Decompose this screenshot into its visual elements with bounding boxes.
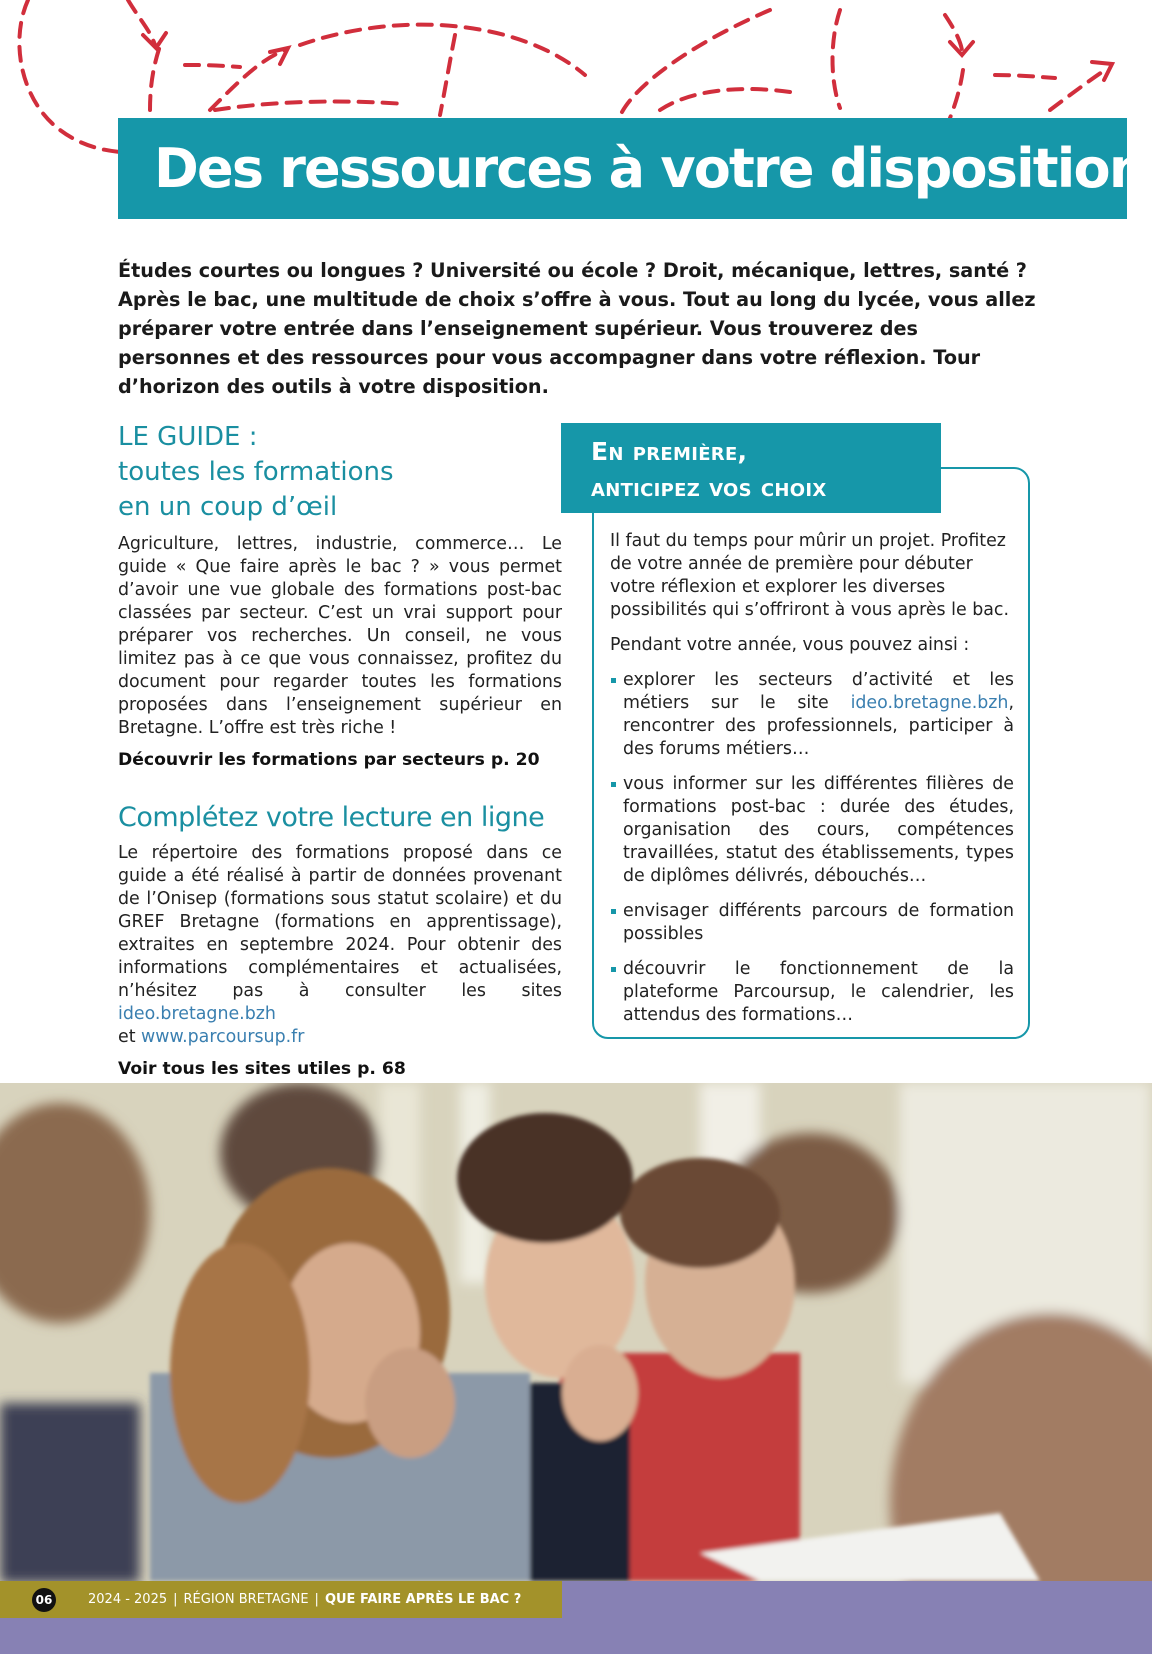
premiere-content bbox=[610, 530, 1014, 1039]
footer-text bbox=[88, 1592, 521, 1607]
footer-year: 2024 - 2025 bbox=[88, 1592, 168, 1607]
guide-heading bbox=[118, 420, 562, 525]
premiere-lead: Pendant votre année, vous pouvez ainsi : bbox=[610, 635, 970, 655]
premiere-title-line2: anticipez vos choix bbox=[591, 473, 827, 502]
footer-region: RÉGION BRETAGNE bbox=[183, 1592, 309, 1607]
online-body-between: et bbox=[118, 1027, 142, 1047]
students-illustration bbox=[0, 1083, 1152, 1581]
title-banner bbox=[118, 118, 1146, 219]
list-item-text: explorer les secteurs d’activité et les métiers sur le site bbox=[623, 670, 1014, 713]
premiere-title-tab bbox=[561, 423, 941, 513]
premiere-list bbox=[610, 669, 1014, 1027]
footer-bar bbox=[0, 1581, 562, 1618]
premiere-intro: Il faut du temps pour mûrir un projet. Profitez de votre année de première pour débuter votre réflexion et explorer les diverses possibilités qui s’offriront à vous après le bac. bbox=[610, 531, 1009, 620]
guide-heading-line3: en un coup d’œil bbox=[118, 492, 338, 522]
online-cta: Voir tous les sites utiles p. 68 bbox=[118, 1059, 406, 1079]
parcoursup-link[interactable]: www.parcoursup.fr bbox=[141, 1027, 305, 1047]
list-item: envisager différents parcours de formation possibles bbox=[610, 900, 1014, 946]
guide-heading-line2: toutes les formations bbox=[118, 457, 394, 487]
page-number: 06 bbox=[32, 1588, 56, 1612]
footer-separator-2: | bbox=[314, 1592, 319, 1607]
footer-separator: | bbox=[173, 1592, 178, 1607]
intro-paragraph: Études courtes ou longues ? Université ou école ? Droit, mécanique, lettres, santé ? Après le bac, une multitude de choix s’offre à vous. Tout au long du lycée, vous allez préparer votre entrée dans l’enseignement supérieur. Vous trouverez des personnes et des ressources pour vous accompagner dans votre réflexion. Tour d’horizon des outils à votre disposition. bbox=[118, 259, 1036, 398]
left-column bbox=[118, 420, 562, 1079]
guide-heading-line1: LE GUIDE : bbox=[118, 422, 258, 452]
list-item: découvrir le fonctionnement de la plateforme Parcoursup, le calendrier, les attendus des formations… bbox=[610, 958, 1014, 1027]
ideo-link[interactable]: ideo.bretagne.bzh bbox=[118, 1004, 276, 1024]
footer-guide-title: QUE FAIRE APRÈS LE BAC ? bbox=[324, 1592, 522, 1607]
online-heading: Complétez votre lecture en ligne bbox=[118, 802, 545, 833]
guide-cta: Découvrir les formations par secteurs p. 20 bbox=[118, 750, 540, 770]
ideo-link-2[interactable]: ideo.bretagne.bzh bbox=[850, 693, 1009, 713]
list-item: vous informer sur les différentes filières de formations post-bac : durée des études, organisation des cours, compétences travaillées, statut des établissements, types de diplômes délivrés, débouchés… bbox=[610, 773, 1014, 888]
premiere-title-line1: En première, bbox=[591, 437, 748, 466]
guide-body: Agriculture, lettres, industrie, commerce… Le guide « Que faire après le bac ? » vous permet d’avoir une vue globale des formations post-bac classées par secteur. C’est un vrai support pour préparer vos recherches. Un conseil, ne vous limitez pas à ce que vous connaissez, profitez du document pour regarder toutes les formations proposées dans l’enseignement supérieur en Bretagne. L’offre est très riche ! bbox=[118, 534, 562, 738]
students-photo bbox=[0, 1083, 1152, 1581]
page-title: Des ressources à votre disposition bbox=[154, 137, 1146, 200]
list-item bbox=[610, 669, 1014, 761]
online-body-text: Le répertoire des formations proposé dans ce guide a été réalisé à partir de données provenant de l’Onisep (formations sous statut scolaire) et du GREF Bretagne (formations en apprentissage), extraites en septembre 2024. Pour obtenir des informations complémentaires et actualisées, n’hésitez pas à consulter les sites bbox=[118, 843, 562, 1001]
list-item-text-after: , rencontrer des professionnels, participer à des forums métiers… bbox=[623, 693, 1014, 759]
online-body bbox=[118, 842, 562, 1049]
